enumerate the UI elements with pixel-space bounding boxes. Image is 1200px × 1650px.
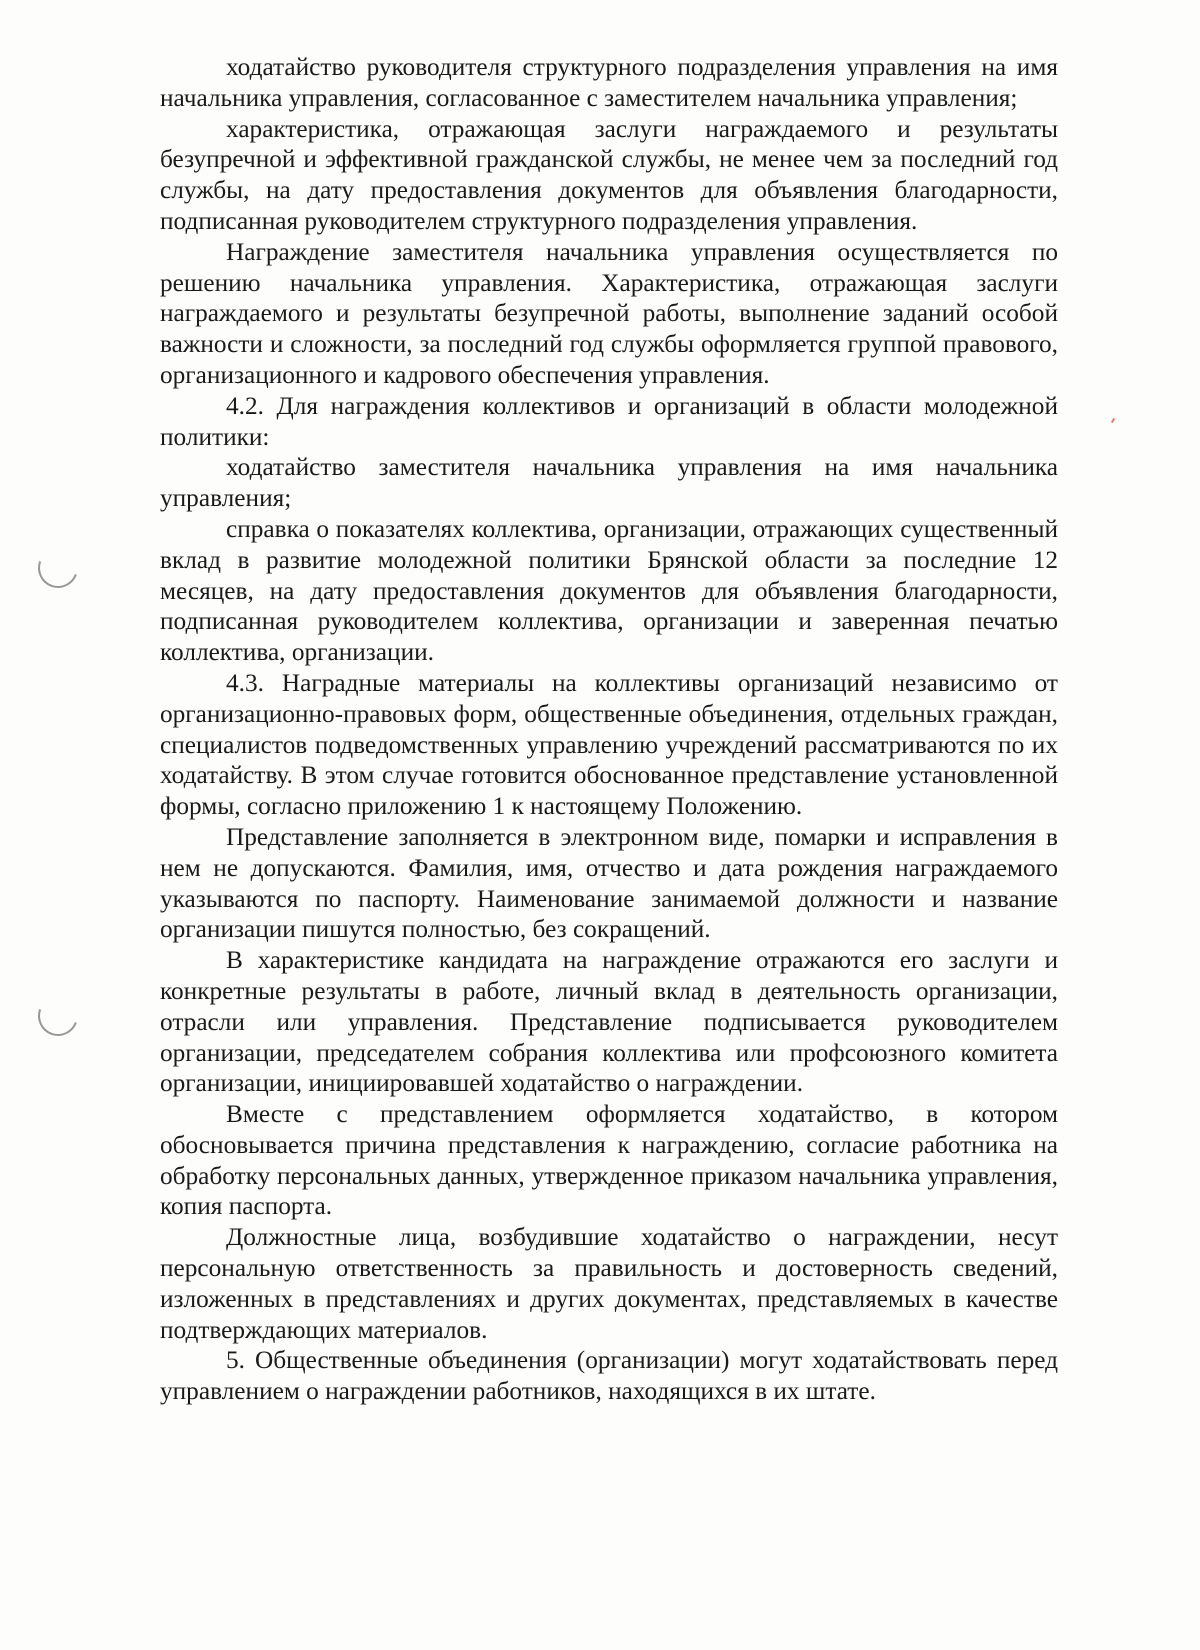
- paragraph-1: ходатайство руководителя структурного подразделения управления на имя начальника управления, согласованное с заместителем начальника управления;: [160, 53, 1058, 112]
- paragraph-9: В характеристике кандидата на награждение отражаются его заслуги и конкретные результаты в работе, личный вклад в деятельность организации, отрасли или управления. Представление подписывается руководителем организации, председателем собрания коллектива или профсоюзного комитета организации, инициировавшей ходатайство о награждении.: [160, 946, 1058, 1098]
- paragraph-7: 4.3. Наградные материалы на коллективы организаций независимо от организационно-правовых форм, общественные объединения, отдельных граждан, специалистов подведомственных управлению учреждений рассматриваются по их ходатайству. В этом случае готовится обоснованное представление установленной формы, согласно приложению 1 к настоящему Положению.: [160, 668, 1058, 821]
- punch-hole-mark: [31, 989, 84, 1042]
- paragraph-5: ходатайство заместителя начальника управления на имя начальника управления;: [160, 453, 1058, 513]
- paragraph-6: справка о показателях коллектива, организации, отражающих существенный вклад в развитие молодежной политики Брянской области за последние 12 месяцев, на дату предоставления документов для объявления благодарности, подписанная руководителем коллектива, организации и заверенная печатью коллектива, организации.: [160, 514, 1058, 667]
- paragraph-11: Должностные лица, возбудившие ходатайство о награждении, несут персональную ответственность за правильность и достоверность сведений, изложенных в представлениях и других документах, представляемых в качестве подтверждающих материалов.: [160, 1223, 1058, 1344]
- paragraph-3: Награждение заместителя начальника управления осуществляется по решению начальника управления. Характеристика, отражающая заслуги награждаемого и результаты безупречной работы, выполнение заданий особой важности и сложности, за последний год службы оформляется группой правового, организационного и кадрового обеспечения управления.: [160, 237, 1058, 389]
- paragraph-10: Вместе с представлением оформляется ходатайство, в котором обосновывается причина представления к награждению, согласие работника на обработку персональных данных, утвержденное приказом начальника управления, копия паспорта.: [160, 1100, 1058, 1221]
- document-body: [160, 52, 1058, 1407]
- scan-speck: [1111, 418, 1115, 423]
- paragraph-4: 4.2. Для награждения коллективов и организаций в области молодежной политики:: [160, 391, 1058, 451]
- paragraph-8: Представление заполняется в электронном виде, помарки и исправления в нем не допускаются. Фамилия, имя, отчество и дата рождения награждаемого указываются по паспорту. Наименование занимаемой должности и название организации пишутся полностью, без сокращений.: [160, 822, 1058, 944]
- punch-hole-mark: [31, 541, 84, 594]
- paragraph-2: характеристика, отражающая заслуги награждаемого и результаты безупречной и эффективной гражданской службы, не менее чем за последний год службы, на дату предоставления документов для объявления благодарности, подписанная руководителем структурного подразделения управления.: [160, 114, 1058, 235]
- paragraph-12: 5. Общественные объединения (организации) могут ходатайствовать перед управлением о награждении работников, находящихся в их штате.: [160, 1346, 1058, 1406]
